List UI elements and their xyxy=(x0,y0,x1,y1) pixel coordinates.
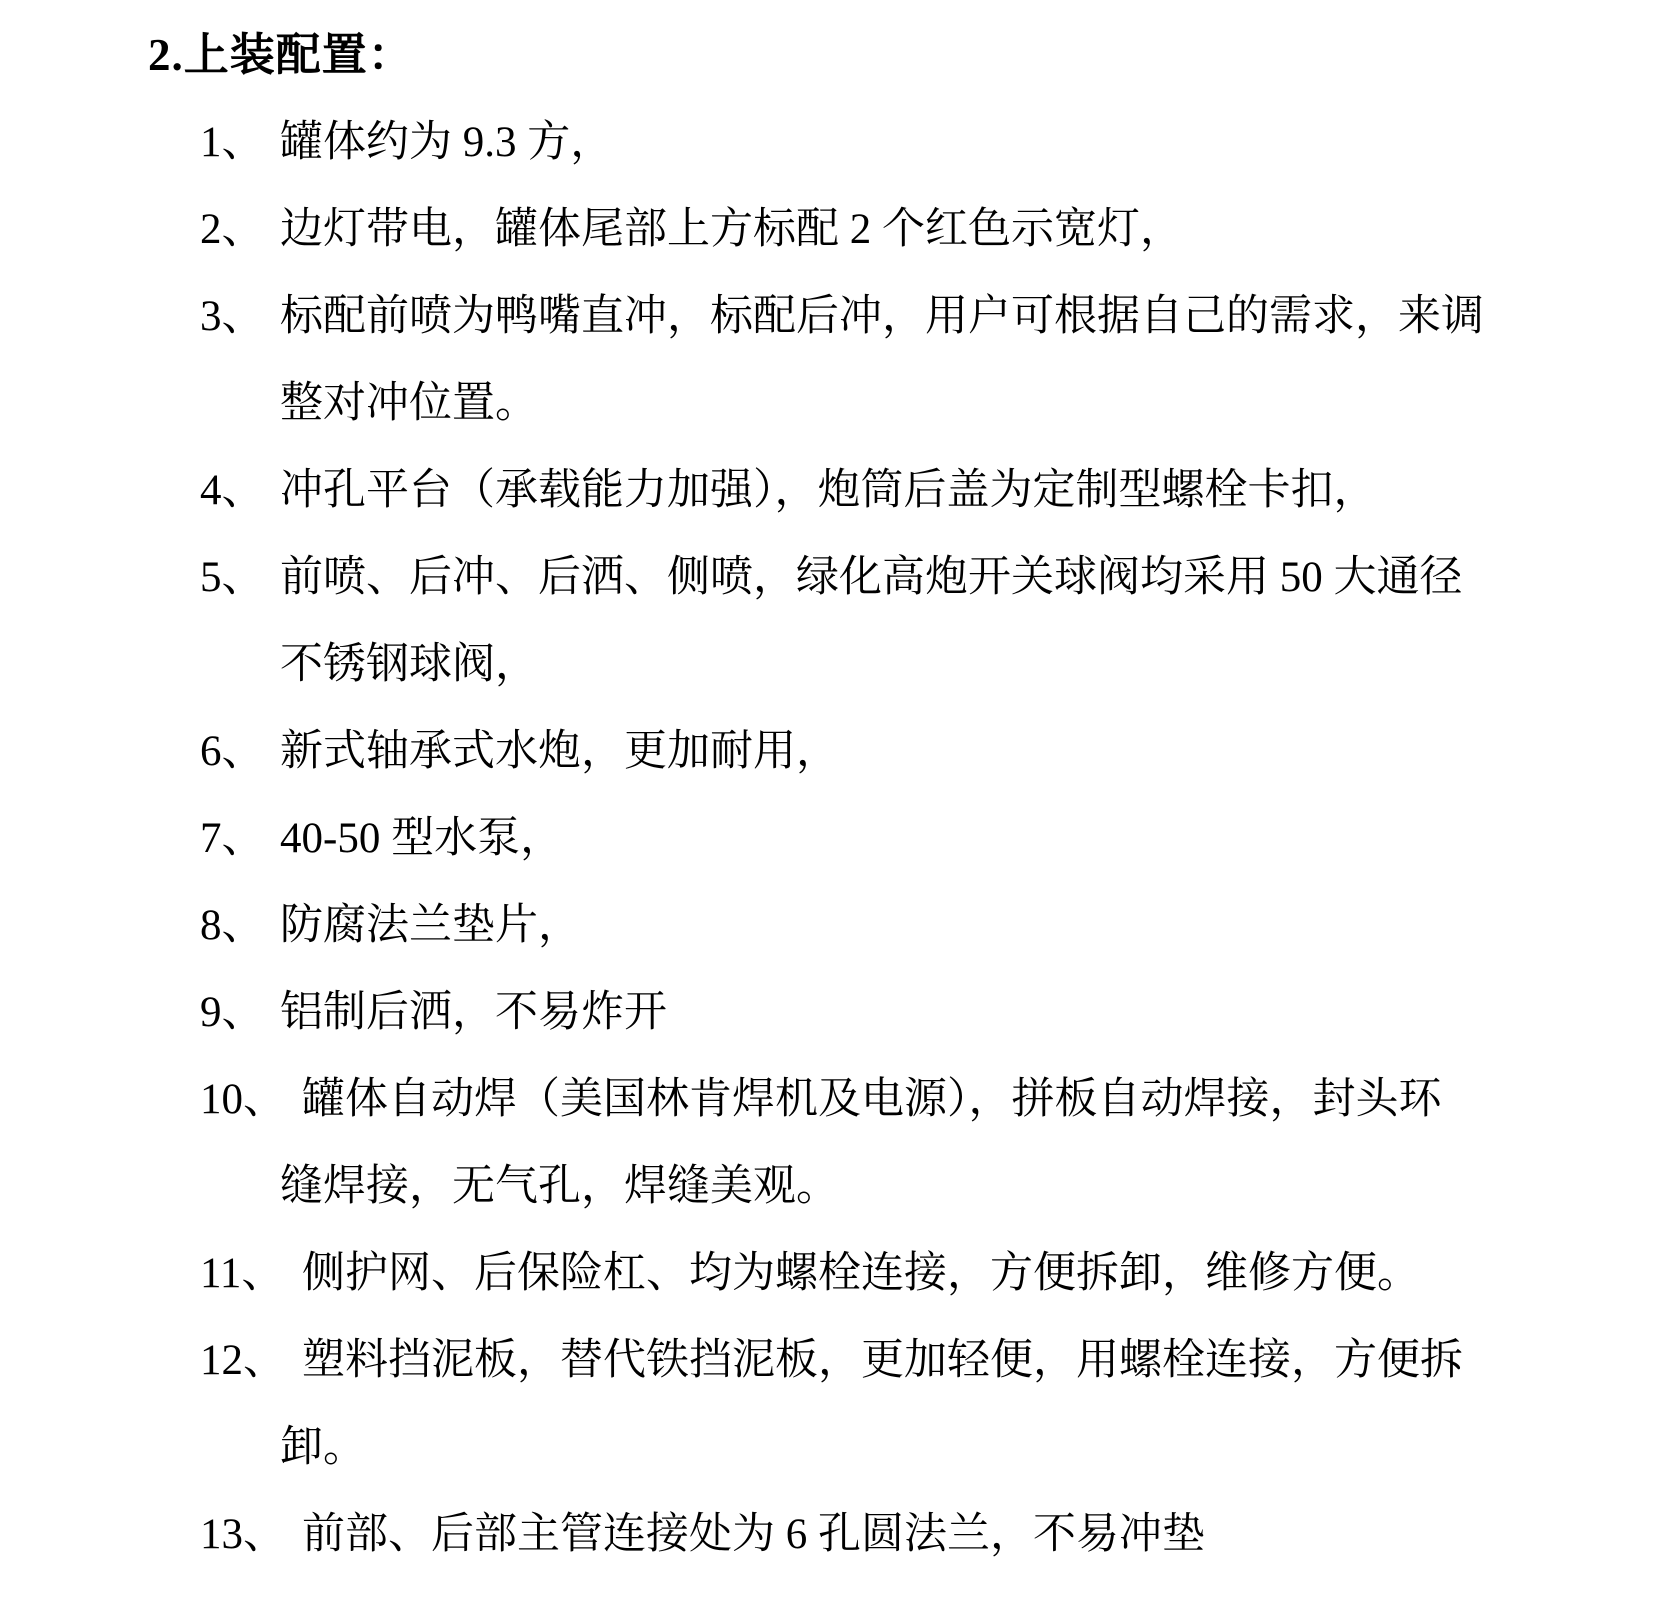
item-number: 1、 xyxy=(200,119,265,166)
item-number: 4、 xyxy=(200,467,265,514)
list-item xyxy=(200,534,1654,708)
list-item xyxy=(200,1491,1654,1578)
list-item xyxy=(200,186,1654,273)
item-line xyxy=(200,795,1654,882)
item-line xyxy=(200,1317,1654,1404)
item-text: 新式轴承式水炮，更加耐用， xyxy=(280,728,839,775)
item-number: 13、 xyxy=(200,1511,286,1558)
item-line xyxy=(200,99,1654,186)
item-line-continuation: 卸。 xyxy=(280,1424,366,1471)
item-line-continuation: 整对冲位置。 xyxy=(280,380,538,427)
item-text: 防腐法兰垫片， xyxy=(280,902,581,949)
item-number: 11、 xyxy=(200,1250,285,1297)
item-number: 5、 xyxy=(200,554,265,601)
item-number: 7、 xyxy=(200,815,265,862)
item-line xyxy=(200,534,1654,621)
item-text: 40-50 型水泵， xyxy=(280,815,564,862)
item-text: 冲孔平台（承载能力加强），炮筒后盖为定制型螺栓卡扣， xyxy=(280,467,1377,514)
item-line xyxy=(200,447,1654,534)
item-text: 标配前喷为鸭嘴直冲，标配后冲，用户可根据自己的需求，来调 xyxy=(280,293,1484,340)
item-number: 9、 xyxy=(200,989,265,1036)
list-item xyxy=(200,447,1654,534)
item-text: 铝制后洒，不易炸开 xyxy=(280,989,667,1036)
section-heading: 2.上装配置： xyxy=(148,30,414,80)
item-line xyxy=(200,273,1654,360)
list-item xyxy=(200,1317,1654,1491)
item-number: 12、 xyxy=(200,1337,286,1384)
item-number: 3、 xyxy=(200,293,265,340)
list-item xyxy=(200,99,1654,186)
list-item xyxy=(200,708,1654,795)
config-list xyxy=(0,99,1654,1578)
item-line xyxy=(200,969,1654,1056)
item-line xyxy=(200,186,1654,273)
item-text: 罐体自动焊（美国林肯焊机及电源），拼板自动焊接，封头环 xyxy=(302,1076,1442,1123)
item-line xyxy=(200,708,1654,795)
item-text: 侧护网、后保险杠、均为螺栓连接，方便拆卸，维修方便。 xyxy=(302,1250,1420,1297)
list-item xyxy=(200,1056,1654,1230)
list-item xyxy=(200,795,1654,882)
list-item xyxy=(200,1230,1654,1317)
item-line xyxy=(200,1230,1654,1317)
item-number: 6、 xyxy=(200,728,265,775)
item-text: 罐体约为 9.3 方， xyxy=(280,119,614,166)
item-text: 边灯带电，罐体尾部上方标配 2 个红色示宽灯， xyxy=(280,206,1183,253)
item-number: 8、 xyxy=(200,902,265,949)
item-number: 10、 xyxy=(200,1076,286,1123)
item-line xyxy=(200,1491,1654,1578)
item-line-continuation: 缝焊接，无气孔，焊缝美观。 xyxy=(280,1163,839,1210)
list-item xyxy=(200,273,1654,447)
item-text: 塑料挡泥板，替代铁挡泥板，更加轻便，用螺栓连接，方便拆 xyxy=(302,1337,1463,1384)
item-number: 2、 xyxy=(200,206,265,253)
item-line-continuation: 不锈钢球阀， xyxy=(280,641,538,688)
item-text: 前喷、后冲、后洒、侧喷，绿化高炮开关球阀均采用 50 大通径 xyxy=(280,554,1463,601)
item-text: 前部、后部主管连接处为 6 孔圆法兰，不易冲垫 xyxy=(302,1511,1205,1558)
list-item xyxy=(200,969,1654,1056)
item-line xyxy=(200,1056,1654,1143)
list-item xyxy=(200,882,1654,969)
item-line xyxy=(200,882,1654,969)
